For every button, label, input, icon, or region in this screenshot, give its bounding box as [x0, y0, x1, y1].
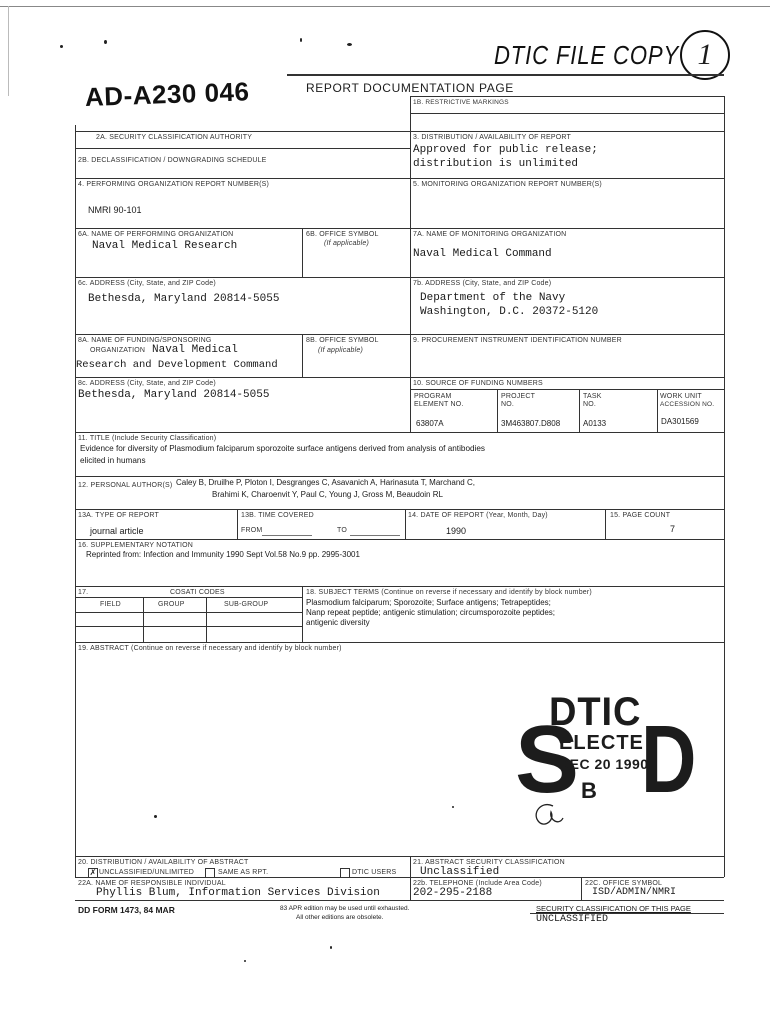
monitoring-org-name: Naval Medical Command [413, 248, 552, 260]
form-id: DD FORM 1473, 84 MAR [78, 905, 175, 915]
row-line [75, 612, 302, 613]
responsible-individual-label: 22A. NAME OF RESPONSIBLE INDIVIDUAL [78, 880, 226, 887]
row-line [75, 476, 724, 477]
speck [60, 45, 63, 48]
page-count: 7 [670, 524, 676, 534]
address-8c-label: 8c. ADDRESS (City, State, and ZIP Code) [78, 380, 216, 387]
personal-authors-label: 12. PERSONAL AUTHOR(S) [78, 482, 173, 489]
page-count-label: 15. PAGE COUNT [610, 512, 671, 519]
project-number: 3M463807.D808 [501, 419, 561, 428]
authors-line-1: Caley B, Druilhe P, Ploton I, Desgranges C, Asavanich A, Harinasuta T, Marchand C, [176, 478, 475, 487]
checkbox-dtic-users[interactable] [340, 868, 350, 878]
abstract-label: 19. ABSTRACT (Continue on reverse if necessary and identify by block number) [78, 645, 342, 652]
responsible-individual: Phyllis Blum, Information Services Division [96, 887, 380, 899]
dtic-electe-stamp [515, 690, 697, 830]
stamp-dtic: DTIC [549, 690, 642, 734]
checkbox-unclassified-unlimited[interactable]: ✗ [89, 868, 97, 877]
office-symbol-8b-sub: (If applicable) [318, 347, 364, 354]
program-element-label-2: ELEMENT NO. [414, 401, 464, 408]
address-7b-line-1: Department of the Navy [420, 292, 566, 304]
performing-org-name: Naval Medical Research [92, 240, 238, 252]
subject-terms-line-2: Nanp repeat peptide; antigenic stimulation; circumsporozoite peptides; [306, 608, 556, 617]
stamp-b-letter: B [581, 778, 597, 803]
row-line [75, 334, 724, 335]
project-no-label-1: PROJECT [501, 393, 536, 400]
office-symbol-8b-label: 8B. OFFICE SYMBOL [306, 337, 379, 344]
ad-number-underline [287, 74, 724, 76]
report-type-label: 13A. TYPE OF REPORT [78, 512, 159, 519]
row-line [75, 539, 724, 540]
address-7b-line-2: Washington, D.C. 20372-5120 [420, 306, 599, 318]
option-unclassified-unlimited: UNCLASSIFIED/UNLIMITED [99, 869, 195, 876]
distribution-line-2: distribution is unlimited [413, 158, 579, 170]
monitoring-org-report-number-label: 5. MONITORING ORGANIZATION REPORT NUMBER(S) [413, 181, 602, 188]
cosati-field-label: FIELD [100, 601, 121, 608]
title-line-2: elicited in humans [80, 456, 146, 465]
option-dtic-users: DTIC USERS [352, 869, 397, 876]
security-classification-value: UNCLASSIFIED [536, 914, 609, 925]
form-right-edge [724, 96, 725, 877]
report-date: 1990 [446, 526, 467, 536]
abstract-security-value: Unclassified [420, 866, 500, 878]
speck [244, 960, 246, 962]
funding-org-name-2: Research and Development Command [76, 359, 278, 371]
report-type: journal article [90, 526, 144, 536]
edition-line-2: All other editions are obsolete. [296, 914, 384, 921]
row-line [75, 586, 724, 587]
restrictive-markings-label: 1B. RESTRICTIVE MARKINGS [413, 99, 509, 106]
row-line [75, 877, 724, 878]
ad-number: AD-A230 046 [84, 76, 250, 112]
form-title: REPORT DOCUMENTATION PAGE [306, 81, 514, 95]
col-line [605, 509, 606, 539]
speck [104, 40, 107, 44]
program-element-number: 63807A [416, 419, 444, 428]
task-no-label-1: TASK [583, 393, 602, 400]
work-unit-label-1: WORK UNIT [660, 393, 702, 400]
speck [300, 38, 302, 42]
abstract-distribution-label: 20. DISTRIBUTION / AVAILABILITY OF ABSTRACT [78, 859, 249, 866]
row-line [75, 642, 724, 643]
speck [452, 806, 454, 808]
col-line [581, 877, 582, 900]
stamp-s-letter: S [515, 706, 580, 813]
row-line [75, 131, 724, 132]
time-covered-from-line [262, 535, 312, 536]
security-classification-label: SECURITY CLASSIFICATION OF THIS PAGE [536, 904, 691, 913]
distribution-line-1: Approved for public release; [413, 144, 598, 156]
address-8c: Bethesda, Maryland 20814-5055 [78, 389, 270, 401]
row-line [75, 597, 302, 598]
subject-terms-line-1: Plasmodium falciparum; Sporozoite; Surface antigens; Tetrapeptides; [306, 598, 551, 607]
copy-number: 1 [697, 38, 713, 71]
col-line [302, 334, 303, 377]
monitoring-org-name-label: 7A. NAME OF MONITORING ORGANIZATION [413, 231, 567, 238]
row-line [75, 377, 724, 378]
checkbox-same-as-rpt[interactable] [205, 868, 215, 878]
col-line [237, 509, 238, 539]
row-line [75, 178, 724, 179]
speck [330, 946, 332, 949]
address-6c: Bethesda, Maryland 20814-5055 [88, 293, 280, 305]
funding-org-label-1: 8A. NAME OF FUNDING/SPONSORING [78, 337, 212, 344]
source-of-funding-label: 10. SOURCE OF FUNDING NUMBERS [413, 380, 543, 387]
authors-line-2: Brahimi K, Charoenvit Y, Paul C, Young J, Gross M, Beaudoin RL [212, 490, 443, 499]
office-symbol-6b-sub: (If applicable) [324, 240, 370, 247]
procurement-number-label: 9. PROCUREMENT INSTRUMENT IDENTIFICATION NUMBER [413, 337, 622, 344]
col-line [143, 597, 144, 642]
performing-org-name-label: 6A. NAME OF PERFORMING ORGANIZATION [78, 231, 234, 238]
col-line [405, 509, 406, 539]
row-line [75, 509, 724, 510]
supplementary-notation-label: 16. SUPPLEMENTARY NOTATION [78, 542, 194, 549]
col-line [302, 228, 303, 277]
office-symbol-22c-label: 22C. OFFICE SYMBOL [585, 880, 663, 887]
col-line [579, 389, 580, 432]
performing-org-report-number: NMRI 90-101 [88, 205, 142, 215]
distribution-availability-label: 3. DISTRIBUTION / AVAILABILITY OF REPORT [413, 134, 572, 141]
scan-top-edge [0, 6, 770, 7]
row-line [75, 856, 724, 857]
supplementary-notation: Reprinted from: Infection and Immunity 1990 Sept Vol.58 No.9 pp. 2995-3001 [86, 550, 360, 559]
stamp-electe: ELECTE [559, 732, 644, 754]
time-covered-from: FROM [241, 527, 263, 534]
cosati-number-label: 17. [78, 589, 89, 596]
address-6c-label: 6c. ADDRESS (City, State, and ZIP Code) [78, 280, 216, 287]
funding-org-name-1: Naval Medical [152, 344, 238, 356]
declassification-label: 2B. DECLASSIFICATION / DOWNGRADING SCHEDULE [78, 157, 267, 164]
program-element-label-1: PROGRAM [414, 393, 452, 400]
row-line [75, 432, 724, 433]
stamp-handwritten-mark [529, 800, 565, 830]
cosati-subgroup-label: SUB-GROUP [224, 601, 269, 608]
edition-line-1: 83 APR edition may be used until exhausted. [280, 905, 410, 912]
col-line [302, 586, 303, 642]
subject-terms-line-3: antigenic diversity [306, 618, 370, 627]
cosati-group-label: GROUP [158, 601, 185, 608]
classification-authority-label: 2A. SECURITY CLASSIFICATION AUTHORITY [96, 134, 253, 141]
col-line [497, 389, 498, 432]
col-line [206, 597, 207, 642]
form-left-edge [75, 125, 76, 877]
scan-left-edge [8, 6, 9, 96]
telephone-value: 202-295-2188 [413, 887, 493, 899]
speck [154, 815, 157, 818]
work-unit-label-2: ACCESSION NO. [660, 401, 715, 408]
performing-org-report-number-label: 4. PERFORMING ORGANIZATION REPORT NUMBER(S) [78, 181, 270, 188]
stamp-date: DEC 20 1990 [559, 756, 649, 772]
row-line [75, 228, 724, 229]
title-line-1: Evidence for diversity of Plasmodium falciparum sporozoite surface antigens derived from analysis of antibodies [80, 444, 486, 453]
time-covered-to-line [350, 535, 400, 536]
time-covered-to: TO [337, 527, 347, 534]
office-symbol-6b-label: 6B. OFFICE SYMBOL [306, 231, 379, 238]
cosati-codes-label: COSATI CODES [170, 589, 225, 596]
project-no-label-2: NO. [501, 401, 515, 408]
row-line [410, 113, 724, 114]
report-date-label: 14. DATE OF REPORT (Year, Month, Day) [408, 512, 548, 519]
task-number: A0133 [583, 419, 607, 428]
col-line [657, 389, 658, 432]
abstract-security-label: 21. ABSTRACT SECURITY CLASSIFICATION [413, 859, 565, 866]
form-center-divider [410, 96, 411, 432]
stamp-d-letter: D [641, 706, 697, 813]
dtic-file-copy-stamp: DTIC FILE COPY [494, 40, 680, 70]
option-same-as-rpt: SAME AS RPT. [218, 869, 269, 876]
row-line [410, 389, 724, 390]
time-covered-label: 13B. TIME COVERED [241, 512, 314, 519]
funding-org-label-2: ORGANIZATION [90, 347, 146, 354]
row-line [75, 626, 302, 627]
copy-number-circle [680, 30, 730, 80]
title-label: 11. TITLE (Include Security Classification) [78, 435, 217, 442]
col-line [410, 856, 411, 900]
row-line [75, 900, 724, 901]
task-no-label-2: NO. [583, 401, 597, 408]
work-unit-number: DA301569 [661, 417, 699, 426]
speck [347, 43, 352, 46]
row-line [75, 148, 410, 149]
telephone-label: 22b. TELEPHONE (Include Area Code) [413, 880, 542, 887]
row-line [410, 96, 724, 97]
subject-terms-label: 18. SUBJECT TERMS (Continue on reverse if necessary and identify by block number) [306, 589, 592, 596]
office-symbol-22c: ISD/ADMIN/NMRI [592, 887, 677, 898]
address-7b-label: 7b. ADDRESS (City, State, and ZIP Code) [413, 280, 552, 287]
row-line [75, 277, 724, 278]
